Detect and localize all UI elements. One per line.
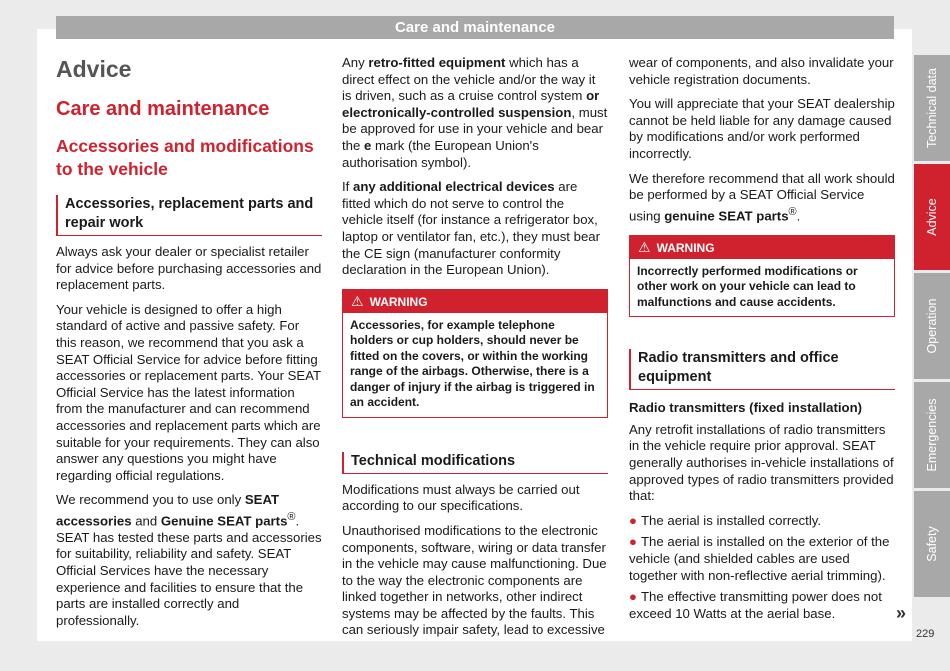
bullet-dot-icon: ● (629, 534, 637, 550)
subsection-title: Accessories and modifications to the vehicle (56, 136, 314, 179)
bullet-list (629, 513, 895, 623)
paragraph: If any additional electrical devices are fitted which do not serve to control the vehicle itself (for instance a refrigerator box, laptop or ventilator fan, etc.), they must bear the CE sign (manufacturer conformity declaration in the European Union). (342, 179, 601, 278)
warning-text: Incorrectly performed modifications or other work on your vehicle can lead to malfunctions and cause accidents. (637, 263, 858, 309)
continue-arrow-icon: » (896, 603, 907, 623)
warning-box (629, 235, 895, 318)
warning-header: ⚠ WARNING (343, 290, 607, 313)
tab-operation[interactable]: Operation (914, 273, 950, 379)
paragraph: We therefore recommend that all work should be performed by a SEAT Official Service using genuine SEAT parts®. (629, 170, 895, 224)
paragraph: wear of components, and also invalidate your vehicle registration documents. (629, 55, 894, 87)
topic-heading: Accessories, replacement parts and repair work (56, 195, 322, 236)
warning-header: ⚠ WARNING (630, 236, 894, 259)
warning-triangle-icon: ⚠ (351, 292, 364, 309)
paragraph: You will appreciate that your SEAT dealership cannot be held liable for any damage caused by modifications and/or work performed incorrectly. (629, 96, 895, 161)
side-tab-bar (914, 55, 950, 600)
section-header: Care and maintenance (56, 16, 894, 39)
page-number: 229 (916, 628, 935, 640)
bold-subheading: Radio transmitters (fixed installation) (629, 400, 863, 416)
tab-advice[interactable]: Advice (914, 164, 950, 270)
topic-heading: Technical modifications (342, 452, 608, 474)
paragraph: Any retro-fitted equipment which has a direct effect on the vehicle and/or the way it is driven, such as a cruise control system or electronically-controlled suspension, must be approved for use in your vehicle and bear the e mark (the European Union's authorisation symbol). (342, 55, 608, 170)
section-title: Care and maintenance (56, 98, 270, 120)
warning-triangle-icon: ⚠ (638, 238, 651, 255)
list-item: ● The aerial is installed correctly. (629, 512, 822, 528)
column-right (629, 55, 895, 627)
tab-emergencies[interactable]: Emergencies (914, 382, 950, 488)
paragraph: Modifications must always be carried out according to our specifications. (342, 481, 580, 514)
paragraph: Any retrofit installations of radio transmitters in the vehicle require prior approval. SEAT generally authorises in-vehicle installations of approved types of radio transmitters provided that: (629, 421, 894, 504)
chapter-title: Advice (56, 56, 132, 82)
tab-technical-data[interactable]: Technical data (914, 55, 950, 161)
tab-safety[interactable]: Safety (914, 491, 950, 597)
column-left (56, 55, 322, 637)
paragraph: We recommend you to use only SEAT accessories and Genuine SEAT parts®. SEAT has tested these parts and accessories for suitability, reliability and safety. SEAT Official Services have the necessary experience and facilities to ensure that the parts are installed correctly and professionally. (56, 492, 322, 628)
topic-heading: Radio transmitters and office equipment (629, 349, 895, 390)
paragraph: Unauthorised modifications to the electronic components, software, wiring or data transfer in the vehicle may cause malfunctioning. Due to the way the electronic components are linked together in networks, other indirect systems may be affected by the faults. This can seriously impair safety, lead to excessive (342, 522, 607, 638)
bullet-dot-icon: ● (629, 512, 637, 528)
warning-text: Accessories, for example telephone holders or cup holders, should never be fitted on the covers, or within the working range of the airbags. Otherwise, there is a danger of injury if the airbag is triggered in an accident. (350, 317, 595, 410)
paragraph: Always ask your dealer or specialist retailer for advice before purchasing accessories and replacement parts. (56, 244, 322, 293)
list-item: ● The effective transmitting power does not exceed 10 Watts at the aerial base. (629, 589, 882, 621)
warning-box (342, 289, 608, 418)
paragraph: Your vehicle is designed to offer a high standard of active and passive safety. For this reason, we recommend that you ask a SEAT Official Service for advice before fitting accessories or replacement parts. Your SEAT Official Service has the latest information from the manufacturer and can recommend accessories and replacement parts which are suitable for your requirements. They can also answer any questions you might have regarding official regulations. (56, 301, 321, 483)
list-item: ● The aerial is installed on the exterior of the vehicle (and shielded cables are used together with non-reflective aerial trimming). (629, 534, 890, 583)
column-middle (342, 55, 608, 647)
bullet-dot-icon: ● (629, 589, 637, 605)
